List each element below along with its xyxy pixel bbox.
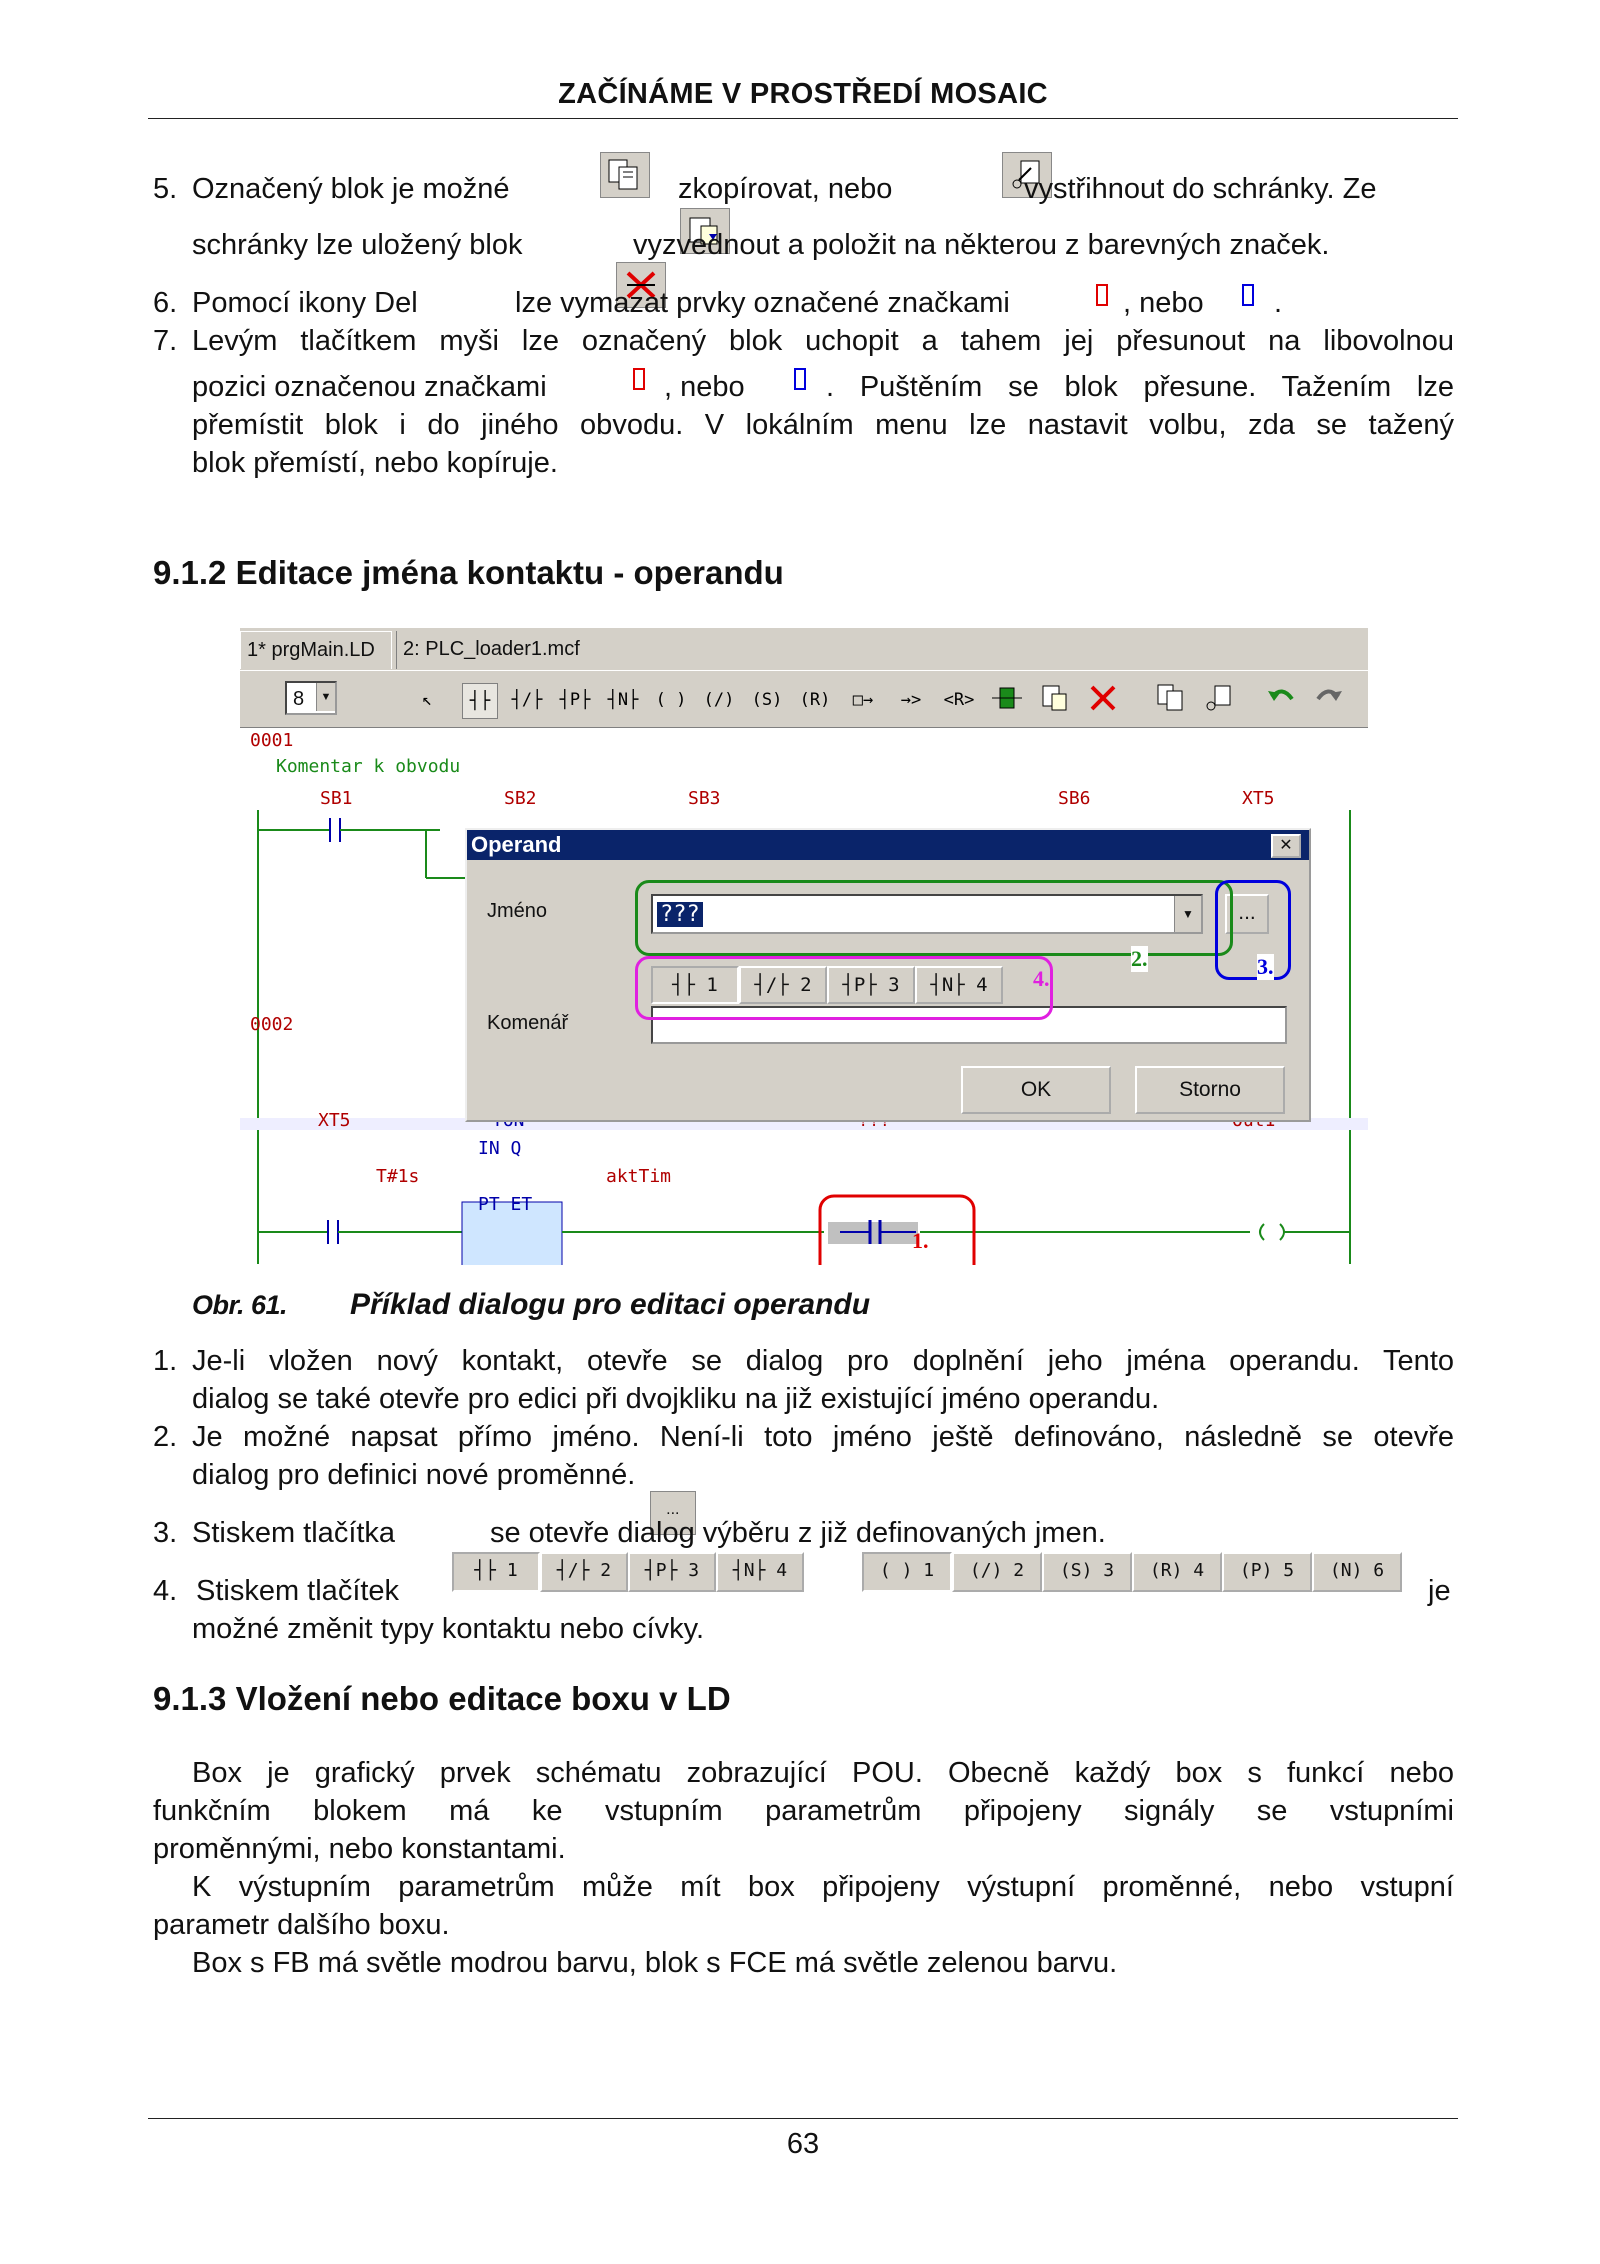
- contact-no-button[interactable]: ┤├: [462, 683, 498, 719]
- step-4-line2: možné změnit typy kontaktu nebo cívky.: [192, 1613, 705, 1645]
- coil-set-button[interactable]: (S): [751, 690, 783, 710]
- step-6-text-a: Pomocí ikony Del: [192, 287, 418, 319]
- step-5-text-c: vystřihnout do schránky. Ze: [1024, 173, 1377, 205]
- contact-buttons-image: [452, 1552, 804, 1592]
- copy-icon: [600, 152, 650, 198]
- contact-button: ┤N├ 4: [716, 1552, 804, 1592]
- copy-icon[interactable]: [1154, 683, 1188, 717]
- delete-icon[interactable]: [1086, 683, 1120, 717]
- insert-green-icon[interactable]: [990, 683, 1024, 717]
- cancel-button[interactable]: Storno: [1135, 1066, 1285, 1114]
- step-6-number: 6.: [153, 287, 178, 319]
- comment-label: Komenář: [487, 1012, 569, 1034]
- step-5-line2-a: schránky lze uložený blok: [192, 229, 523, 261]
- contact-label: XT5: [318, 1110, 351, 1131]
- undo-icon[interactable]: [1264, 683, 1298, 717]
- contact-label: SB1: [320, 788, 353, 809]
- step-5-text-a: Označený blok je možné: [192, 173, 510, 205]
- annotation-outline-2: [635, 880, 1233, 956]
- coil-reset-button[interactable]: (R): [799, 690, 831, 710]
- coil-button[interactable]: ( ): [655, 690, 687, 710]
- pointer-tool-button[interactable]: ↖: [421, 690, 433, 710]
- annotation-outline-3: [1215, 880, 1291, 980]
- fb-pins-label: IN Q: [478, 1138, 522, 1159]
- annotation-3: 3.: [1257, 954, 1274, 979]
- step-7-line2-c: . Puštěním se blok přesune. Tažením lze: [826, 371, 1454, 403]
- coil-button: (R) 4: [1132, 1552, 1222, 1592]
- cut-icon[interactable]: [1202, 683, 1236, 717]
- step-4-text-b: je: [1428, 1575, 1451, 1607]
- annotation-4: 4.: [1033, 966, 1050, 991]
- annotation-1: 1.: [912, 1228, 929, 1253]
- toolbar-select[interactable]: 8 ▼: [285, 681, 337, 715]
- chevron-down-icon: ▼: [316, 683, 335, 711]
- step-5-line2-b: vyzvednout a položit na některou z barevných značek.: [633, 229, 1330, 261]
- coil-button: (N) 6: [1312, 1552, 1402, 1592]
- coil-neg-button[interactable]: (/): [703, 690, 735, 710]
- paste-icon[interactable]: [1038, 683, 1072, 717]
- contact-label: SB6: [1058, 788, 1091, 809]
- rung-number: 0001: [250, 730, 294, 751]
- blue-marker-icon: [1242, 284, 1254, 306]
- step-7-number: 7.: [153, 325, 178, 357]
- contact-n-button[interactable]: ┤N├: [607, 690, 639, 710]
- contact-p-button[interactable]: ┤P├: [559, 690, 591, 710]
- step-1-line1: Je-li vložen nový kontakt, otevře se dialog pro doplnění jeho jména operandu. Tento: [192, 1345, 1454, 1377]
- return-button[interactable]: <R>: [943, 690, 975, 710]
- constant-label: T#1s: [376, 1166, 420, 1187]
- jump-button[interactable]: →>: [900, 690, 922, 710]
- variable-label: aktTim: [606, 1166, 672, 1187]
- step-7-line1: Levým tlačítkem myši lze označený blok uchopit a tahem jej přesunout na libovolnou: [192, 325, 1454, 357]
- paragraph-3: Box s FB má světle modrou barvu, blok s FCE má světle zelenou barvu.: [192, 1947, 1118, 1979]
- footer-rule: [148, 2118, 1458, 2119]
- rung-number: 0002: [250, 1014, 294, 1035]
- contact-label: XT5: [1242, 788, 1275, 809]
- browse-button[interactable]: ...: [1225, 894, 1269, 934]
- step-2-number: 2.: [153, 1421, 178, 1453]
- name-value: ???: [657, 902, 703, 927]
- dialog-title: Operand: [467, 830, 1309, 860]
- rung-comment: Komentar k obvodu: [276, 756, 461, 777]
- page-number: 63: [786, 2128, 820, 2160]
- step-4-text-a: Stiskem tlačítek: [196, 1575, 400, 1607]
- ld-toolbar: [240, 670, 1368, 728]
- step-6-text-c: , nebo: [1123, 287, 1204, 319]
- tab-plc-loader[interactable]: 2: PLC_loader1.mcf: [396, 631, 604, 669]
- ld-editor-screenshot: [240, 628, 1368, 1265]
- name-label: Jméno: [487, 900, 548, 922]
- paragraph-1-line3: proměnnými, nebo konstantami.: [153, 1833, 566, 1865]
- contact-nc-button[interactable]: ┤/├: [511, 690, 543, 710]
- kind-button-2[interactable]: ┤/├ 2: [739, 966, 827, 1004]
- ok-button[interactable]: OK: [961, 1066, 1111, 1114]
- kind-button-3[interactable]: ┤P├ 3: [827, 966, 915, 1004]
- red-marker-icon: [1096, 284, 1108, 306]
- step-4-number: 4.: [153, 1575, 178, 1607]
- coil-button: (/) 2: [952, 1552, 1042, 1592]
- contact-label: SB3: [688, 788, 721, 809]
- redo-icon[interactable]: [1312, 683, 1346, 717]
- paragraph-1-line1: Box je grafický prvek schématu zobrazující POU. Obecně každý box s funkcí nebo: [192, 1757, 1454, 1789]
- contact-label: SB2: [504, 788, 537, 809]
- step-7-line4: blok přemístí, nebo kopíruje.: [192, 447, 558, 479]
- step-1-line2: dialog se také otevře pro edici při dvojkliku na již existující jméno operandu.: [192, 1383, 1160, 1415]
- coil-button: ( ) 1: [862, 1552, 952, 1592]
- header-rule: [148, 118, 1458, 119]
- step-3-number: 3.: [153, 1517, 178, 1549]
- fb-pins-label: PT ET: [478, 1194, 533, 1215]
- figure-label: Obr. 61.: [192, 1290, 288, 1320]
- page-header: ZAČÍNÁME V PROSTŘEDÍ MOSAIC: [558, 78, 1048, 110]
- paragraph-2-line2: parametr dalšího boxu.: [153, 1909, 450, 1941]
- step-7-line2-b: , nebo: [664, 371, 745, 403]
- step-3-text-b: se otevře dialog výběru z již definovaných jmen.: [490, 1517, 1106, 1549]
- contact-button: ┤P├ 3: [628, 1552, 716, 1592]
- annotation-outline-4: [635, 956, 1053, 1020]
- contact-button: ┤├ 1: [452, 1552, 540, 1592]
- tab-bar: [240, 628, 1368, 670]
- tab-prgmain[interactable]: 1* prgMain.LD: [240, 631, 392, 669]
- chevron-down-icon[interactable]: ▼: [1174, 896, 1201, 932]
- step-5-text-b: zkopírovat, nebo: [678, 173, 893, 205]
- browse-button-image: ...: [650, 1491, 696, 1535]
- step-2-line1: Je možné napsat přímo jméno. Není-li toto jméno ještě definováno, následně se otevře: [192, 1421, 1454, 1453]
- step-1-number: 1.: [153, 1345, 178, 1377]
- section-title-913: 9.1.3 Vložení nebo editace boxu v LD: [153, 1680, 731, 1717]
- close-icon[interactable]: ✕: [1271, 834, 1301, 858]
- step-5-number: 5.: [153, 173, 178, 205]
- contact-button: ┤/├ 2: [540, 1552, 628, 1592]
- section-title-912: 9.1.2 Editace jména kontaktu - operandu: [153, 554, 784, 591]
- kind-button-1[interactable]: ┤├ 1: [651, 966, 739, 1004]
- blue-marker-icon: [794, 368, 806, 390]
- box-button[interactable]: □→: [852, 690, 874, 710]
- annotation-2: 2.: [1131, 946, 1148, 971]
- step-6-text-d: .: [1274, 287, 1283, 319]
- step-7-line2-a: pozici označenou značkami: [192, 371, 547, 403]
- step-6-text-b: lze vymazat prvky označené značkami: [515, 287, 1010, 319]
- paragraph-2-line1: K výstupním parametrům může mít box připojeny výstupní proměnné, nebo vstupní: [192, 1871, 1454, 1903]
- coil-buttons-image: [862, 1552, 1402, 1592]
- step-7-line3: přemístit blok i do jiného obvodu. V lokálním menu lze nastavit volbu, zda se tažený: [192, 409, 1454, 441]
- red-marker-icon: [633, 368, 645, 390]
- step-3-text-a: Stiskem tlačítka: [192, 1517, 396, 1549]
- paragraph-1-line2: funkčním blokem má ke vstupním parametrům připojeny signály se vstupními: [153, 1795, 1454, 1827]
- operand-dialog: [465, 828, 1311, 1122]
- coil-button: (S) 3: [1042, 1552, 1132, 1592]
- coil-button: (P) 5: [1222, 1552, 1312, 1592]
- step-2-line2: dialog pro definici nové proměnné.: [192, 1459, 636, 1491]
- kind-button-4[interactable]: ┤N├ 4: [915, 966, 1003, 1004]
- figure-caption: Příklad dialogu pro editaci operandu: [350, 1288, 871, 1321]
